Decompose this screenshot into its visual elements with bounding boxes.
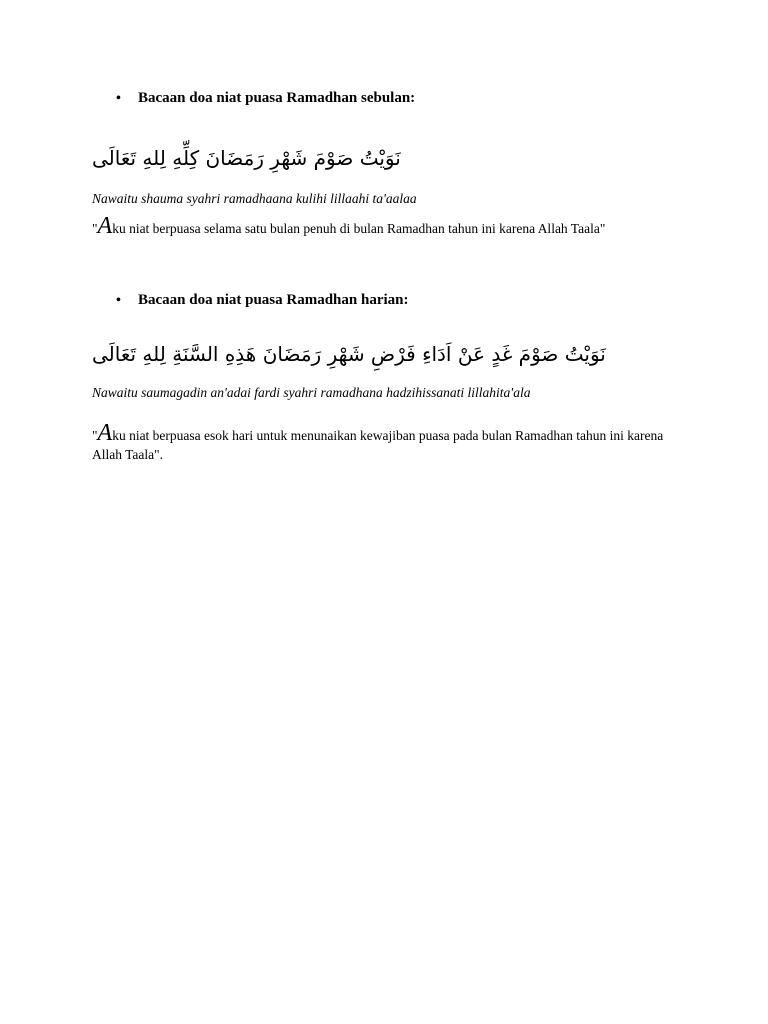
open-quote: " — [92, 221, 98, 236]
meaning-monthly — [92, 213, 672, 239]
drop-initial: A — [97, 213, 113, 239]
drop-initial: A — [97, 420, 113, 446]
heading-text: Bacaan doa niat puasa Ramadhan sebulan: — [138, 90, 416, 106]
transliteration-daily: Nawaitu saumagadin an'adai fardi syahri ramadhana hadzihissanati lillahita'ala — [92, 385, 531, 400]
section-heading-monthly — [116, 90, 415, 107]
transliteration-monthly: Nawaitu shauma syahri ramadhaana kulihi lillaahi ta'aalaa — [92, 191, 417, 206]
meaning-text: ku niat berpuasa selama satu bulan penuh di bulan Ramadhan tahun ini karena Allah Taala" — [112, 221, 606, 236]
heading-text: Bacaan doa niat puasa Ramadhan harian: — [138, 292, 409, 308]
arabic-prayer-monthly: نَوَيْتُ صَوْمَ شَهْرِ رَمَضَانَ كِلِّهِ لِلهِ تَعَالَى — [92, 146, 401, 170]
meaning-daily — [92, 420, 672, 464]
section-heading-daily — [116, 292, 408, 309]
meaning-text: ku niat berpuasa esok hari untuk menunaikan kewajiban puasa pada bulan Ramadhan tahun ini karena Allah Taala". — [92, 428, 664, 462]
bullet-icon: • — [116, 293, 121, 308]
bullet-icon: • — [116, 91, 121, 106]
arabic-prayer-daily: نَوَيْتُ صَوْمَ غَدٍ عَنْ اَدَاءِ فَرْضِ شَهْرِ رَمَضَانَ هَذِهِ السَّنَةِ لِلهِ تَعَالَى — [92, 342, 606, 366]
open-quote: " — [92, 428, 98, 443]
